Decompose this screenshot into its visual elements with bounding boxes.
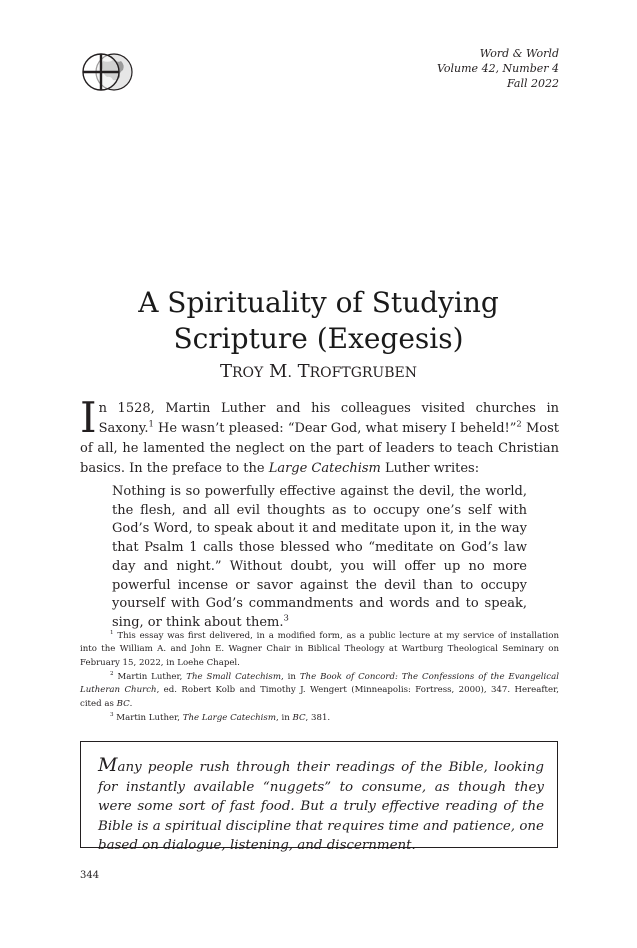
footnote-text: The Book of Concord: The Confessions of the Evangelical Lutheran Church — [80, 672, 559, 696]
footnote-text: , in — [280, 672, 300, 682]
footnote-1 — [80, 630, 559, 670]
title-line-2: Scripture (Exegesis) — [173, 322, 464, 355]
footnote-text: , 381. — [305, 713, 331, 723]
footnote-text: BC — [116, 698, 130, 709]
cross-globe-logo-icon — [81, 51, 135, 93]
body-text: He wasn’t pleased: “Dear God, what misery I beheld!” — [153, 421, 517, 436]
footnote-text: The Small Catechism — [186, 672, 281, 682]
footnote-text: . — [129, 698, 133, 709]
page-number: 344 — [80, 870, 100, 881]
footnote-text: , ed. Robert Kolb and Timothy J. Wengert (Minneapolis: Fortress, 2000), 347. Hereafter, cited as — [80, 685, 559, 709]
footnote-number: 1 — [110, 630, 114, 637]
journal-name: Word & World — [479, 47, 559, 60]
footnote-number: 3 — [110, 712, 114, 719]
pullquote — [98, 756, 544, 856]
footnote-ref: 3 — [283, 612, 289, 623]
footnote-ref: 2 — [516, 418, 522, 429]
footnote-text: , in — [276, 713, 293, 723]
footnote-text: The Large Catechism — [182, 713, 276, 723]
footnote-3 — [80, 712, 559, 725]
body-text: Luther writes: — [380, 461, 480, 476]
book-title: Large Catechism — [268, 461, 381, 476]
pullquote-text: any people rush through their readings of the Bible, looking for instantly available “nuggets” to consume, as though they were some sort of fast food. But a truly effective reading of the Bible is a spiritual discipline that requires time and patience, one based on dialogue, listening, and discernment. — [98, 760, 544, 853]
body-text: n 1528, Martin Luther and his colleagues visited churches in Saxony. — [98, 401, 559, 436]
quote-text: Nothing is so powerfully effective against the devil, the world, the flesh, and all evil thoughts as to occupy one’s self with God’s Word, to speak about it and meditate upon it, in the way that Psalm 1 calls those blessed who “meditate on God’s law day and night.” Without doubt, you will offer up no more powerful incense or savor against the devil than to occupy yourself with God’s commandments and words and to speak, sing, or think about them. — [112, 484, 527, 630]
dropcap: I — [80, 393, 97, 442]
footnote-2 — [80, 671, 559, 711]
pullquote-initial: M — [98, 754, 118, 776]
journal-header — [437, 46, 559, 91]
intro-paragraph — [80, 393, 559, 479]
footnote-text: Martin Luther, — [117, 672, 187, 682]
footnote-text: This essay was first delivered, in a modified form, as a public lecture at my service of installation into the William A. and John E. Wagner Chair in Biblical Theology at Wartburg Theological Seminary on February 15, 2022, in Loehe Chapel. — [80, 631, 559, 668]
author-name: TROY M. TROFTGRUBEN — [219, 361, 417, 382]
footnote-text: Martin Luther, — [116, 713, 183, 723]
footnote-number: 2 — [110, 671, 114, 678]
block-quote — [112, 483, 527, 633]
footnote-ref: 1 — [148, 418, 154, 429]
article-title — [0, 285, 637, 357]
journal-volume: Volume 42, Number 4 — [436, 62, 559, 75]
footnote-text: BC — [292, 713, 306, 723]
body-text: Most of all, he lamented the neglect on the part of leaders to teach Christian basics. In the preface to the — [80, 421, 559, 476]
title-line-1: A Spirituality of Studying — [138, 286, 499, 319]
journal-issue: Fall 2022 — [507, 77, 559, 90]
article-author — [0, 361, 637, 384]
